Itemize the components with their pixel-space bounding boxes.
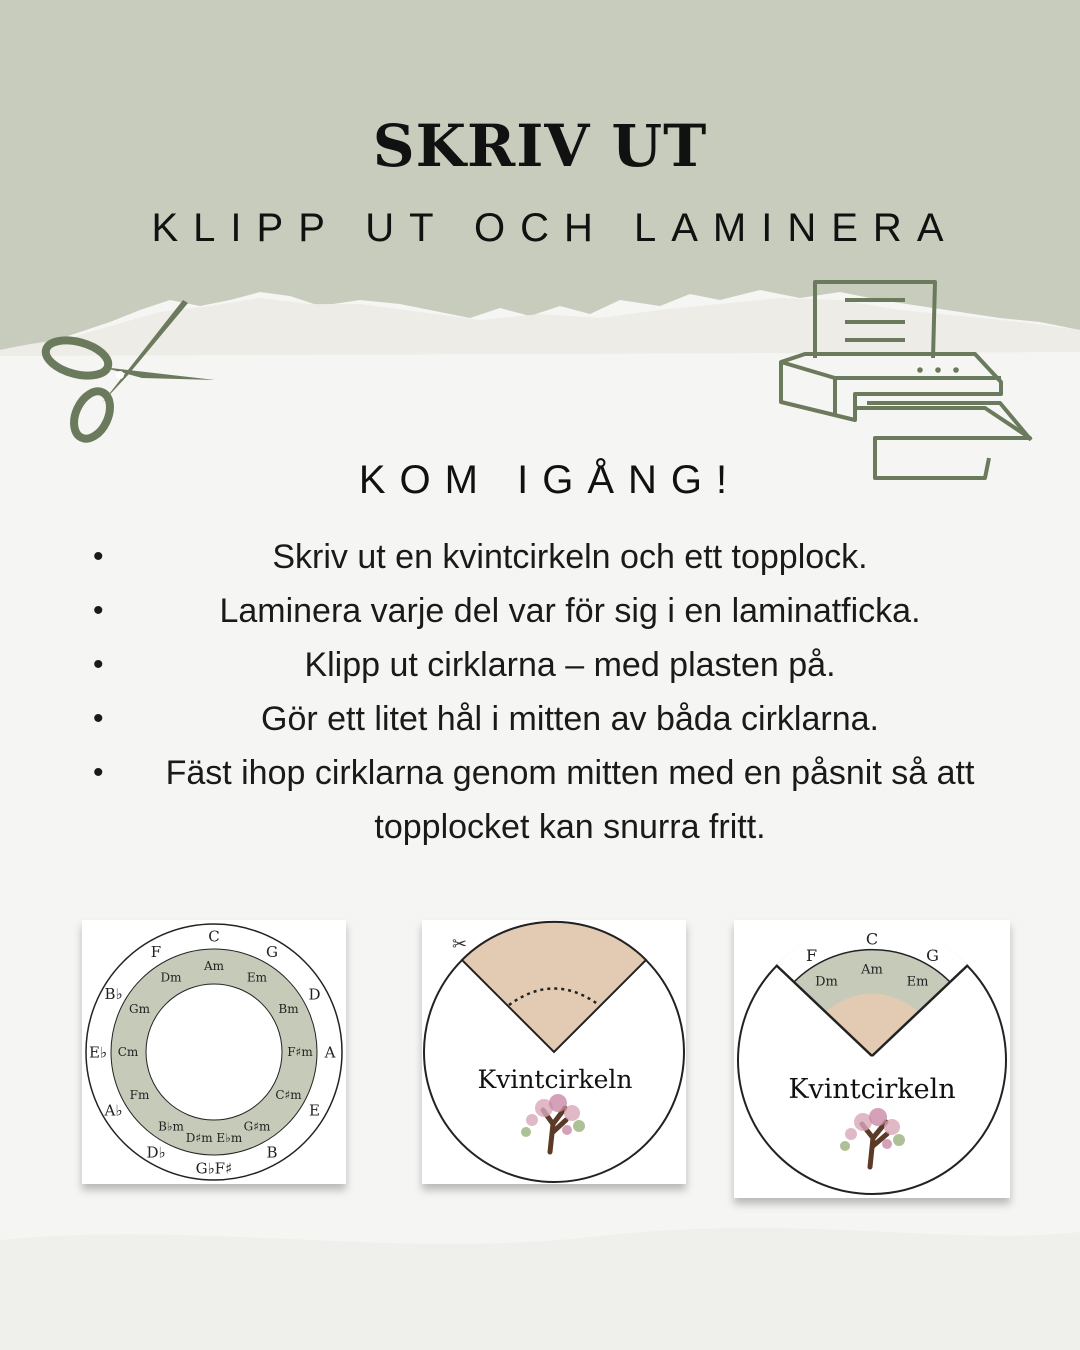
key-label: B	[266, 1143, 278, 1162]
page-title: SKRIV UT	[372, 112, 708, 180]
list-item	[85, 638, 1025, 692]
key-label: A	[324, 1043, 336, 1062]
list-item	[85, 746, 1025, 854]
key-label: G♭F♯	[195, 1159, 233, 1178]
list-item	[85, 530, 1025, 584]
bullet: •	[93, 540, 104, 573]
circle-of-fifths	[82, 920, 346, 1184]
minor-key-label: B♭m	[158, 1119, 184, 1134]
key-label: C	[208, 927, 220, 946]
top-lid	[422, 920, 686, 1184]
key-label: F	[150, 942, 162, 961]
section-title: KOM IGÅNG!	[358, 458, 742, 502]
minor-key-label: Bm	[278, 1002, 299, 1017]
minor-key-label: G♯m	[243, 1119, 271, 1134]
minor-key-label: Fm	[129, 1088, 150, 1103]
assembled-label: Kvintcirkeln	[788, 1074, 956, 1105]
minor-key-label: Cm	[117, 1045, 139, 1060]
key-label: B♭	[104, 985, 123, 1004]
minor-key-label: D♯m E♭m	[185, 1131, 243, 1146]
key-label: C	[865, 929, 879, 949]
key-label: E♭	[88, 1043, 108, 1062]
step-text: Klipp ut cirklarna – med plasten på.	[304, 646, 836, 684]
key-label: G	[926, 945, 939, 965]
circle-of-fifths-card	[82, 920, 346, 1184]
key-label: E	[309, 1101, 320, 1120]
minor-key-label: Gm	[129, 1002, 150, 1017]
scissors-icon	[40, 295, 225, 445]
step-text: Skriv ut en kvintcirkeln och ett topplock.	[272, 538, 868, 576]
key-label: D♭	[146, 1143, 166, 1162]
minor-key-label: Dm	[815, 974, 838, 990]
key-label: F	[805, 945, 818, 965]
bullet: •	[93, 648, 104, 681]
minor-key-label: Dm	[160, 970, 182, 985]
bullet: •	[93, 702, 104, 735]
page-subtitle: KLIPP UT OCH LAMINERA	[151, 206, 959, 250]
step-text: Fäst ihop cirklarna genom mitten med en påsnit så att topplocket kan snurra fritt.	[165, 754, 975, 846]
scissor-mark-icon: ✂	[452, 934, 468, 954]
top-lid-card	[422, 920, 686, 1184]
minor-key-label: F♯m	[287, 1045, 313, 1060]
key-label: G	[266, 942, 278, 961]
list-item	[85, 584, 1025, 638]
list-item	[85, 692, 1025, 746]
minor-key-label: Am	[861, 962, 883, 978]
lid-label: Kvintcirkeln	[477, 1065, 633, 1094]
minor-key-label: C♯m	[275, 1088, 302, 1103]
steps-list	[85, 530, 1025, 854]
bullet: •	[93, 756, 104, 789]
assembled-wheel	[734, 920, 1010, 1198]
key-label: A♭	[104, 1101, 123, 1120]
step-text: Laminera varje del var för sig i en laminatficka.	[219, 592, 921, 630]
bullet: •	[93, 594, 104, 627]
key-label: D	[308, 985, 321, 1004]
assembled-card	[734, 920, 1010, 1198]
printer-icon	[775, 278, 1040, 488]
minor-key-label: Em	[246, 970, 268, 985]
minor-key-label: Em	[906, 974, 929, 990]
minor-key-label: Am	[203, 959, 225, 974]
step-text: Gör ett litet hål i mitten av båda cirklarna.	[261, 700, 879, 738]
